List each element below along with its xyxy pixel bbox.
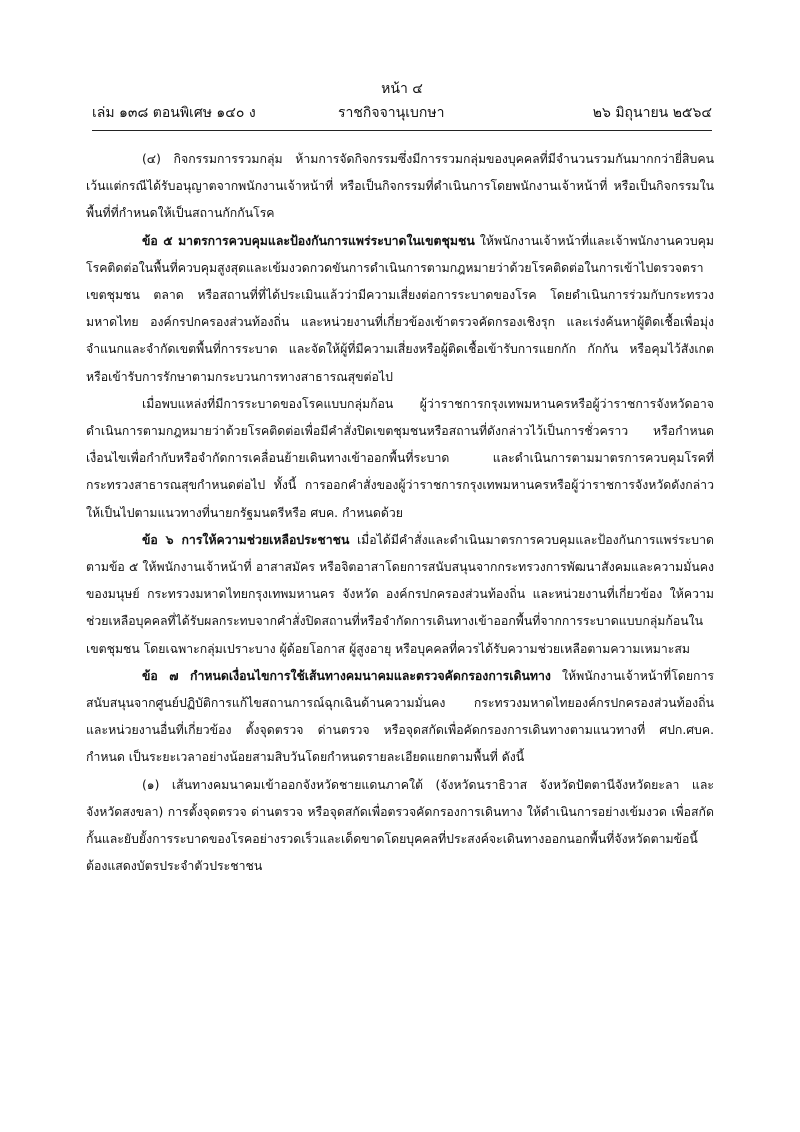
paragraph-activity-gathering	[86, 146, 714, 228]
paragraph-southern-border-routes	[86, 772, 714, 881]
paragraph-section-7	[86, 663, 714, 772]
section-heading: ข้อ ๗ กำหนดเงื่อนไขการใช้เส้นทางคมนาคมและตรวจคัดกรองการเดินทาง	[142, 668, 551, 683]
paragraph-text: เมื่อได้มีคำสั่งและดำเนินมาตรการควบคุมและป้องกันการแพร่ระบาดตามข้อ ๕ ให้พนักงานเจ้าหน้าที่ อาสาสมัคร หรือจิตอาสาโดยการสนับสนุนจากกระทรวงการพัฒนาสังคมและความมั่นคงของมนุษย์ กระทรวงมหาดไทยกรุงเทพมหานคร จังหวัด องค์กรปกครองส่วนท้องถิ่น และหน่วยงานที่เกี่ยวข้อง ให้ความช่วยเหลือบุคคลที่ได้รับผลกระทบจากคำสั่งปิดสถานที่หรือจำกัดการเดินทางเข้าออกพื้นที่จากการระบาดแบบกลุ่มก้อนในเขตชุมชน โดยเฉพาะกลุ่มเปราะบาง ผู้ด้อยโอกาส ผู้สูงอายุ หรือบุคคลที่ควรได้รับความช่วยเหลือตามความเหมาะสม	[86, 532, 714, 656]
volume-info: เล่ม ๑๓๘ ตอนพิเศษ ๑๔๐ ง	[92, 105, 256, 121]
page-header	[92, 80, 712, 131]
paragraph-text: ให้พนักงานเจ้าหน้าที่และเจ้าพนักงานควบคุมโรคติดต่อในพื้นที่ควบคุมสูงสุดและเข้มงวดกวดขันการดำเนินการตามกฎหมายว่าด้วยโรคติดต่อในการเข้าไปตรวจตราเขตชุมชน ตลาด หรือสถานที่ที่ได้ประเมินแล้วว่ามีความเสี่ยงต่อการระบาดของโรค โดยดำเนินการร่วมกับกระทรวงมหาดไทย องค์กรปกครองส่วนท้องถิ่น และหน่วยงานที่เกี่ยวข้องเข้าตรวจคัดกรองเชิงรุก และเร่งค้นหาผู้ติดเชื้อเพื่อมุ่งจำแนกและจำกัดเขตพื้นที่การระบาด และจัดให้ผู้ที่มีความเสี่ยงหรือผู้ติดเชื้อเข้ารับการแยกกัก กักกัน หรือคุมไว้สังเกตหรือเข้ารับการรักษาตามกระบวนการทางสาธารณสุขต่อไป	[86, 233, 714, 384]
paragraph-text: (๔) กิจกรรมการรวมกลุ่ม ห้ามการจัดกิจกรรมซึ่งมีการรวมกลุ่มของบุคคลที่มีจำนวนรวมกันมากกว่ายี่สิบคน เว้นแต่กรณีได้รับอนุญาตจากพนักงานเจ้าหน้าที่ หรือเป็นกิจกรรมที่ดำเนินการโดยพนักงานเจ้าหน้าที่ หรือเป็นกิจกรรมในพื้นที่ที่กำหนดให้เป็นสถานกักกันโรค	[86, 152, 714, 221]
paragraph-text: ให้พนักงานเจ้าหน้าที่โดยการสนับสนุนจากศูนย์ปฏิบัติการแก้ไขสถานการณ์ฉุกเฉินด้านความมั่นคง กระทรวงมหาดไทยองค์กรปกครองส่วนท้องถิ่น และหน่วยงานอื่นที่เกี่ยวข้อง ตั้งจุดตรวจ ด่านตรวจ หรือจุดสกัดเพื่อคัดกรองการเดินทางตามแนวทางที่ ศปก.ศบค. กำหนด เป็นระยะเวลาอย่างน้อยสามสิบวันโดยกำหนดรายละเอียดแยกตามพื้นที่ ดังนี้	[86, 668, 714, 765]
paragraph-section-6	[86, 527, 714, 663]
journal-title: ราชกิจจานุเบกษา	[338, 105, 445, 121]
section-heading: ข้อ ๕ มาตรการควบคุมและป้องกันการแพร่ระบาดในเขตชุมชน	[142, 233, 475, 248]
page-number: หน้า ๔	[381, 81, 423, 97]
header-row	[92, 102, 712, 124]
document-body	[86, 146, 714, 880]
paragraph-outbreak-cluster	[86, 391, 714, 527]
paragraph-section-5	[86, 228, 714, 391]
paragraph-text: (๑) เส้นทางคมนาคมเข้าออกจังหวัดชายแดนภาคใต้ (จังหวัดนราธิวาส จังหวัดปัตตานีจังหวัดยะลา และจังหวัดสงขลา) การตั้งจุดตรวจ ด่านตรวจ หรือจุดสกัดเพื่อตรวจคัดกรองการเดินทาง ให้ดำเนินการอย่างเข้มงวด เพื่อสกัดกั้นและยับยั้งการระบาดของโรคอย่างรวดเร็วและเด็ดขาดโดยบุคคลที่ประสงค์จะเดินทางออกนอกพื้นที่จังหวัดตามข้อนี้ ต้องแสดงบัตรประจำตัวประชาชน	[86, 777, 714, 874]
section-heading: ข้อ ๖ การให้ความช่วยเหลือประชาชน	[142, 532, 350, 547]
publication-date: ๒๖ มิถุนายน ๒๕๖๔	[592, 105, 712, 121]
header-divider	[92, 130, 712, 131]
paragraph-text: เมื่อพบแหล่งที่มีการระบาดของโรคแบบกลุ่มก้อน ผู้ว่าราชการกรุงเทพมหานครหรือผู้ว่าราชการจังหวัดอาจดำเนินการตามกฎหมายว่าด้วยโรคติดต่อเพื่อมีคำสั่งปิดเขตชุมชนหรือสถานที่ดังกล่าวไว้เป็นการชั่วคราว หรือกำหนดเงื่อนไขเพื่อกำกับหรือจำกัดการเคลื่อนย้ายเดินทางเข้าออกพื้นที่ระบาด และดำเนินการตามมาตรการควบคุมโรคที่กระทรวงสาธารณสุขกำหนดต่อไป ทั้งนี้ การออกคำสั่งของผู้ว่าราชการกรุงเทพมหานครหรือผู้ว่าราชการจังหวัดดังกล่าวให้เป็นไปตามแนวทางที่นายกรัฐมนตรีหรือ ศบค. กำหนดด้วย	[86, 396, 714, 520]
